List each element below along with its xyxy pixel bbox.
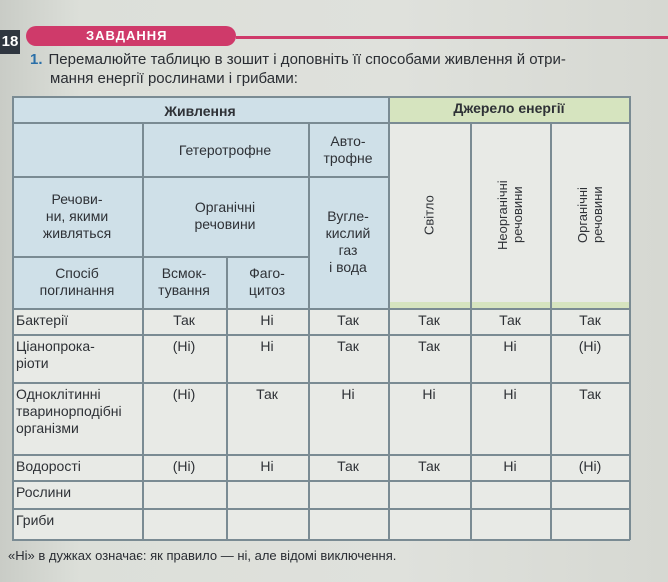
task-instruction [30,50,630,88]
row-label: Ціанопрока- ріоти [16,338,95,371]
table-cell [550,484,630,504]
table-cell [470,512,550,532]
table-cell: (Ні) [172,458,196,474]
page-number: 18 [0,30,20,54]
table-cell: Так [337,458,359,474]
table-cell: Ні [341,386,355,402]
table-cell: Ні [260,338,274,354]
row-label: Водорості [16,458,81,474]
table-cell: Так [337,338,359,354]
row-label: Гриби [16,512,55,528]
table-cell: (Ні) [172,386,196,402]
table-cell [308,512,388,532]
row-label: Одноклітинні тваринорподібні організми [16,386,122,436]
table-cell [142,512,226,532]
table-cell [388,512,470,532]
table-cell: Ні [260,458,274,474]
table-cell [226,512,308,532]
table-cell: Так [418,458,440,474]
table-cell: (Ні) [578,338,602,354]
row-label: Бактерії [16,312,69,328]
table-cell: Так [337,312,359,328]
method-label: Спосіб поглинання [39,265,115,298]
table-cell [550,512,630,532]
table-cell [388,484,470,504]
instruction-line-1: Перемалюйте таблицю в зошит і доповніть її способами живлення й отри- [48,51,566,68]
table-cell [308,484,388,504]
energy-light-header: Світло [421,195,437,235]
table-cell: Ні [503,338,517,354]
nutrition-table [12,96,630,540]
table-cell: Ні [503,458,517,474]
row-label: Рослини [16,484,72,500]
co2-water-header: Вугле- кислий газ і вода [325,208,371,275]
task-number: 1. [30,51,43,68]
footnote: «Ні» в дужках означає: як правило — ні, але відомі виключення. [8,548,397,563]
group-nutrition: Живлення [164,102,236,119]
next-task-cutoff [8,570,658,582]
absorption-header: Всмок- тування [158,265,210,298]
table-cell: Ні [260,312,274,328]
table-cell: Ні [503,386,517,402]
table-cell: Ні [422,386,436,402]
table-cell: Так [173,312,195,328]
phagocytosis-header: Фаго- цитоз [248,265,286,298]
table-cell: Так [579,386,601,402]
organic-header: Органічні речовини [194,199,256,232]
table-cell: Так [418,338,440,354]
instruction-line-2: мання енергії рослинами і грибами: [50,70,298,87]
auto-header: Авто- трофне [323,133,373,166]
table-cell: (Ні) [578,458,602,474]
table-cell: Так [418,312,440,328]
task-banner: ЗАВДАННЯ [26,26,236,46]
table-cell: Так [579,312,601,328]
banner-rule [236,36,668,39]
table-cell: Так [499,312,521,328]
table-cell [226,484,308,504]
group-energy: Джерело енергії [453,99,565,116]
energy-organic-header: Органічні речовини [575,186,605,244]
table-cell: Так [256,386,278,402]
substances-label: Речови- ни, якими живляться [42,190,112,241]
table-cell: (Ні) [172,338,196,354]
hetero-header: Гетеротрофне [178,141,272,158]
energy-inorganic-header: Неорганічні речовини [495,180,525,250]
table-cell [142,484,226,504]
table-cell [470,484,550,504]
